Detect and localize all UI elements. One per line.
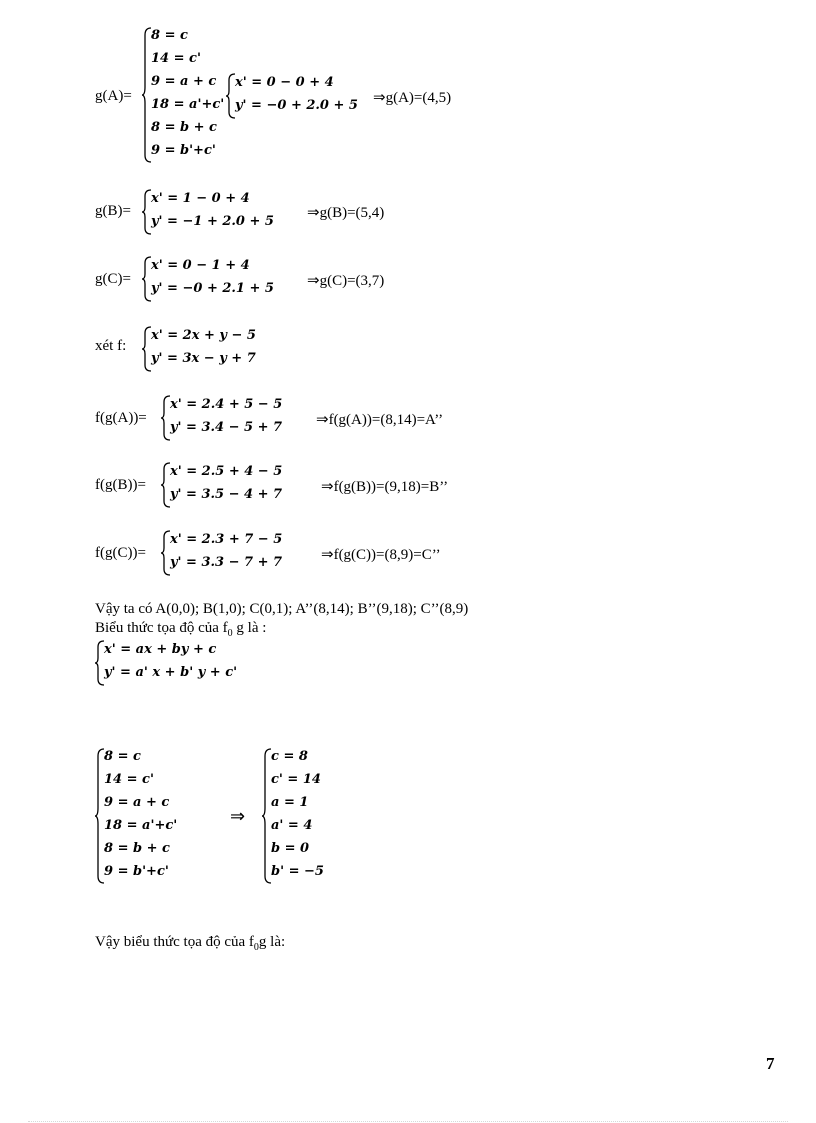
system-gB <box>142 189 282 235</box>
eq-row: y' = 3.5 − 4 + 7 <box>170 487 283 502</box>
eq-row: b' = −5 <box>271 864 324 879</box>
eq-row: y' = 3x − y + 7 <box>151 351 256 366</box>
eq-row: y' = a' x + b' y + c' <box>104 665 238 680</box>
eq-row: c' = 14 <box>271 772 321 787</box>
system-final-left <box>95 748 205 884</box>
eq-row: x' = 2.4 + 5 − 5 <box>170 397 283 412</box>
system-f <box>142 326 282 372</box>
result-gB: ⇒g(B)=(5,4) <box>307 205 385 221</box>
eq-row: 14 = c' <box>151 51 201 66</box>
conclusion-prefix: Vậy biểu thức tọa độ của f <box>95 934 254 950</box>
system-gC <box>142 256 282 302</box>
summary-heading-prefix: Biểu thức tọa độ của f <box>95 620 228 636</box>
conclusion-line <box>95 934 285 953</box>
eq-row: 18 = a'+c' <box>104 818 178 833</box>
eq-row: x' = 0 − 0 + 4 <box>235 75 334 90</box>
label-gB: g(B)= <box>95 203 131 219</box>
label-gA: g(A)= <box>95 88 132 104</box>
label-fgB: f(g(B))= <box>95 477 146 493</box>
footer-divider <box>28 1121 788 1122</box>
eq-row: x' = 0 − 1 + 4 <box>151 258 250 273</box>
eq-row: a' = 4 <box>271 818 313 833</box>
system-fgB <box>161 462 301 508</box>
result-fgA: ⇒f(g(A))=(8,14)=A’’ <box>316 412 444 428</box>
result-gA: ⇒g(A)=(4,5) <box>373 90 452 106</box>
eq-row: x' = 2.5 + 4 − 5 <box>170 464 283 479</box>
eq-row: 9 = b'+c' <box>104 864 169 879</box>
eq-row: a = 1 <box>271 795 309 810</box>
eq-row: x' = ax + by + c <box>104 642 217 657</box>
summary-heading-sub: 0 <box>227 628 233 639</box>
eq-row: y' = 3.4 − 5 + 7 <box>170 420 283 435</box>
label-gC: g(C)= <box>95 271 131 287</box>
system-gA-small <box>226 73 366 119</box>
system-fgC <box>161 530 301 576</box>
result-gC: ⇒g(C)=(3,7) <box>307 273 385 289</box>
summary-points: Vậy ta có A(0,0); B(1,0); C(0,1); A’’(8,14); B’’(9,18); C’’(8,9) <box>95 601 469 617</box>
eq-row: 8 = b + c <box>104 841 170 856</box>
eq-row: y' = 3.3 − 7 + 7 <box>170 555 283 570</box>
label-fgA: f(g(A))= <box>95 410 147 426</box>
page-number: 7 <box>766 1054 775 1073</box>
eq-row: 8 = b + c <box>151 120 217 135</box>
eq-row: 9 = a + c <box>151 74 217 89</box>
eq-row: x' = 2.3 + 7 − 5 <box>170 532 283 547</box>
eq-row: 8 = c <box>104 749 141 764</box>
eq-row: x' = 1 − 0 + 4 <box>151 191 250 206</box>
system-final-right <box>262 748 352 884</box>
eq-row: c = 8 <box>271 749 308 764</box>
system-fgA <box>161 395 301 441</box>
summary-heading-suffix: g là : <box>232 620 267 636</box>
system-general-form <box>95 640 265 686</box>
implies-arrow-icon: ⇒ <box>230 806 246 826</box>
eq-row: 9 = a + c <box>104 795 170 810</box>
conclusion-sub: 0 <box>253 942 259 953</box>
label-fgC: f(g(C))= <box>95 545 146 561</box>
eq-row: 14 = c' <box>104 772 154 787</box>
eq-row: b = 0 <box>271 841 310 856</box>
label-f: xét f: <box>95 338 127 354</box>
eq-row: x' = 2x + y − 5 <box>151 328 256 343</box>
eq-row: y' = −0 + 2.1 + 5 <box>151 281 274 296</box>
summary-heading <box>95 620 266 639</box>
conclusion-suffix: g là: <box>258 934 286 950</box>
eq-row: 9 = b'+c' <box>151 143 216 158</box>
result-fgC: ⇒f(g(C))=(8,9)=C’’ <box>321 547 441 563</box>
eq-row: y' = −0 + 2.0 + 5 <box>235 98 358 113</box>
result-fgB: ⇒f(g(B))=(9,18)=B’’ <box>321 479 449 495</box>
eq-row: 18 = a'+c' <box>151 97 225 112</box>
eq-row: y' = −1 + 2.0 + 5 <box>151 214 274 229</box>
eq-row: 8 = c <box>151 28 188 43</box>
